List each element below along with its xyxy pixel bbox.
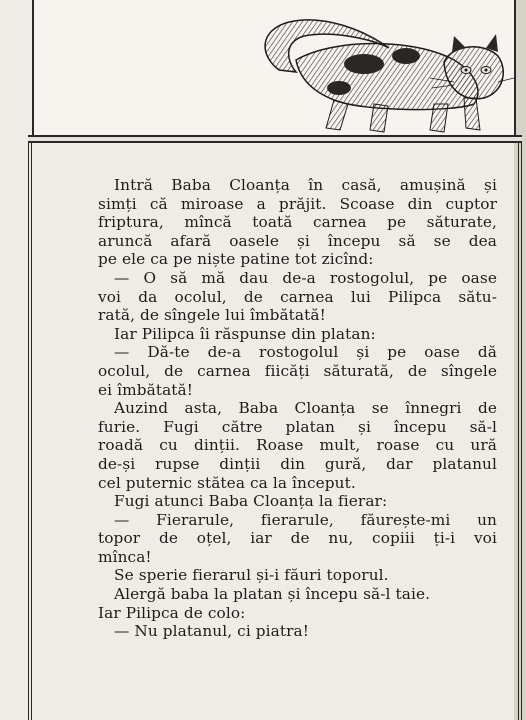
text-line: friptura, mîncă toată carnea pe săturate, <box>98 213 497 232</box>
text-line: — Fierarule, fierarule, făurește-mi un <box>114 510 497 529</box>
text-line: aruncă afară oasele și începu să se dea <box>98 231 497 250</box>
text-line: de-și rupse dinții din gură, dar platanul <box>98 454 497 473</box>
text-line: — O să mă dau de-a rostogolul, pe oase <box>114 268 497 287</box>
text-line: voi da ocolul, de carnea lui Pilipca sătu- <box>98 287 497 306</box>
story-text <box>98 176 497 641</box>
text-line: roadă cu dinții. Roase mult, roase cu ură <box>98 436 497 455</box>
text-line: rată, de sîngele lui îmbătată! <box>98 306 326 325</box>
text-line: furie. Fugi către platan și începu să-l <box>98 417 497 436</box>
cat-icon <box>34 0 516 136</box>
text-line: Fugi atunci Baba Cloanța la fierar: <box>114 492 388 511</box>
text-line: — Dă-te de-a rostogolul și pe oase dă <box>114 343 497 362</box>
text-line: mînca! <box>98 547 152 566</box>
text-line: Intră Baba Cloanța în casă, amușină și <box>114 176 497 194</box>
text-line: Se sperie fierarul și-i făuri toporul. <box>114 566 389 585</box>
text-line: simți că miroase a prăjit. Scoase din cuptor <box>98 194 497 213</box>
text-line: Iar Pilipca de colo: <box>98 603 246 622</box>
text-line: cel puternic stătea ca la început. <box>98 473 356 492</box>
text-line: pe ele ca pe niște patine tot zicînd: <box>98 250 374 269</box>
text-line: Alergă baba la platan și începu să-l taie. <box>114 585 431 604</box>
text-line: topor de oțel, iar de nu, copiii ți-i voi <box>98 529 497 548</box>
text-line: ei îmbătată! <box>98 380 193 399</box>
text-line: Auzind asta, Baba Cloanța se înnegri de <box>114 399 497 418</box>
text-line: Iar Pilipca îi răspunse din platan: <box>114 324 376 343</box>
text-line: — Nu platanul, ci piatra! <box>114 622 310 641</box>
text-line: ocolul, de carnea fiicăți săturată, de sîngele <box>98 361 497 380</box>
illustration-panel <box>32 0 516 136</box>
